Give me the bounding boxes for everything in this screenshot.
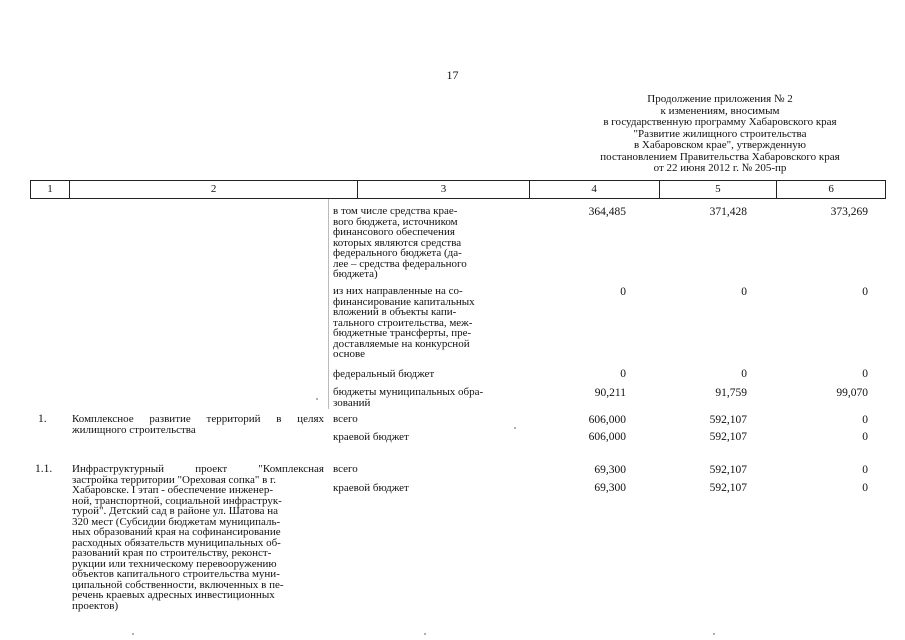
value-col5: 592,107	[709, 414, 747, 426]
funding-source	[333, 432, 503, 443]
value-col4: 0	[620, 368, 626, 380]
text-line: турой". Детский сад в районе ул. Шатова на	[72, 505, 279, 517]
text-line: федерального бюджета (да-	[333, 247, 462, 259]
scan-speck	[132, 633, 134, 635]
value-col5: 0	[741, 286, 747, 298]
value-col6: 0	[862, 286, 868, 298]
text-line: ципальной собственности, включенных в пе-	[72, 578, 284, 591]
text-line: тального строительства, меж-	[333, 316, 473, 329]
value-col4: 69,300	[594, 482, 626, 494]
scan-speck	[713, 633, 715, 635]
value-col5: 0	[741, 368, 747, 380]
value-col4: 69,300	[594, 464, 626, 476]
value-col4: 0	[620, 286, 626, 298]
text-line: проектов)	[72, 599, 119, 612]
table-header-row	[30, 180, 886, 199]
value-col4: 90,211	[594, 387, 626, 399]
text-line: бюджеты муниципальных обра-	[333, 386, 484, 398]
value-col6: 99,070	[836, 387, 868, 399]
text-line: расходных обязательств муниципальных об-	[72, 536, 281, 549]
funding-source	[333, 387, 503, 408]
page-number: 17	[446, 68, 459, 82]
funding-source	[333, 483, 503, 494]
scan-speck	[514, 427, 516, 429]
text-line: 320 мест (Субсидии бюджетам муниципаль-	[72, 515, 281, 528]
text-line: краевой бюджет	[333, 431, 409, 443]
value-col4: 606,000	[588, 431, 626, 443]
column-header: 4	[530, 181, 660, 198]
value-col5: 592,107	[709, 482, 747, 494]
value-col5: 592,107	[709, 431, 747, 443]
value-col4: 606,000	[588, 414, 626, 426]
funding-source	[333, 206, 503, 280]
column-header: 5	[660, 181, 778, 198]
row-number: 1.1.	[35, 463, 53, 475]
column-header: 1	[31, 181, 70, 198]
text-line: в том числе средства крае-	[333, 205, 458, 217]
column-divider	[328, 199, 329, 409]
scan-speck	[424, 633, 426, 635]
text-line: краевой бюджет	[333, 482, 409, 494]
text-line: Комплексное развитие территорий в целях	[72, 413, 324, 425]
scan-speck	[316, 398, 318, 400]
value-col6: 0	[862, 368, 868, 380]
header-line: от 22 июня 2012 г. № 205-пр	[653, 162, 787, 174]
text-line: зований	[333, 396, 371, 409]
text-line: лее – средства федерального	[333, 257, 467, 270]
value-col5: 592,107	[709, 464, 747, 476]
value-col6: 0	[862, 482, 868, 494]
row-number: 1.	[38, 413, 47, 425]
funding-source	[333, 286, 503, 360]
text-line: разований края по строительству, реконст-	[72, 547, 272, 559]
header-line: к изменениям, вносимым	[660, 104, 780, 117]
text-line: федеральный бюджет	[333, 368, 435, 380]
text-line: вого бюджета, источником	[333, 215, 458, 228]
text-line: финансирование капитальных	[333, 295, 475, 308]
value-col6: 0	[862, 414, 868, 426]
column-header: 6	[828, 183, 834, 195]
column-header: 3	[358, 181, 530, 198]
text-line: бюджета)	[333, 268, 378, 280]
text-line: бюджетные трансферты, пре-	[333, 327, 472, 339]
value-col6: 0	[862, 431, 868, 443]
value-col4: 364,485	[588, 206, 626, 218]
value-col5: 91,759	[715, 387, 747, 399]
header-line: в государственную программу Хабаровского края	[603, 116, 837, 128]
text-line: ных образований края на софинансирование	[72, 526, 281, 538]
funding-source	[333, 414, 503, 425]
text-line: из них направленные на со-	[333, 285, 463, 297]
text-line: речень краевых адресных инвестиционных	[72, 589, 275, 601]
header-line: Продолжение приложения № 2	[647, 93, 793, 105]
measure-name	[72, 414, 324, 435]
header-line: в Хабаровском крае", утвержденную	[633, 139, 807, 151]
measure-name	[72, 464, 324, 611]
funding-source	[333, 464, 503, 475]
appendix-header	[560, 94, 880, 175]
header-line: постановлением Правительства Хабаровского края	[600, 150, 840, 163]
text-line: ной, транспортной, социальной инфраструк-	[72, 494, 282, 507]
text-line: объектов капитального строительства муни-	[72, 568, 280, 580]
funding-source	[333, 369, 503, 380]
text-line: финансового обеспечения	[333, 226, 455, 238]
value-col6: 0	[862, 464, 868, 476]
text-line: жилищного строительства	[72, 423, 196, 436]
text-line: которых являются средства	[333, 236, 462, 249]
text-line: всего	[333, 463, 358, 475]
text-line: вложений в объекты капи-	[333, 306, 457, 318]
text-line: доставляемые на конкурсной	[333, 337, 470, 350]
header-line: "Развитие жилищного строительства	[633, 127, 807, 140]
text-line: рукции или техническому перевооружению	[72, 557, 277, 570]
column-header: 2	[70, 181, 358, 198]
text-line: основе	[333, 348, 366, 360]
value-col5: 371,428	[709, 206, 747, 218]
text-line: Инфраструктурный проект "Комплексная	[72, 463, 324, 475]
text-line: всего	[333, 413, 358, 425]
text-line: Хабаровске. I этап - обеспечение инженер-	[72, 484, 273, 496]
value-col6: 373,269	[830, 206, 868, 218]
text-line: застройка территории "Ореховая сопка" в г.	[72, 473, 277, 486]
